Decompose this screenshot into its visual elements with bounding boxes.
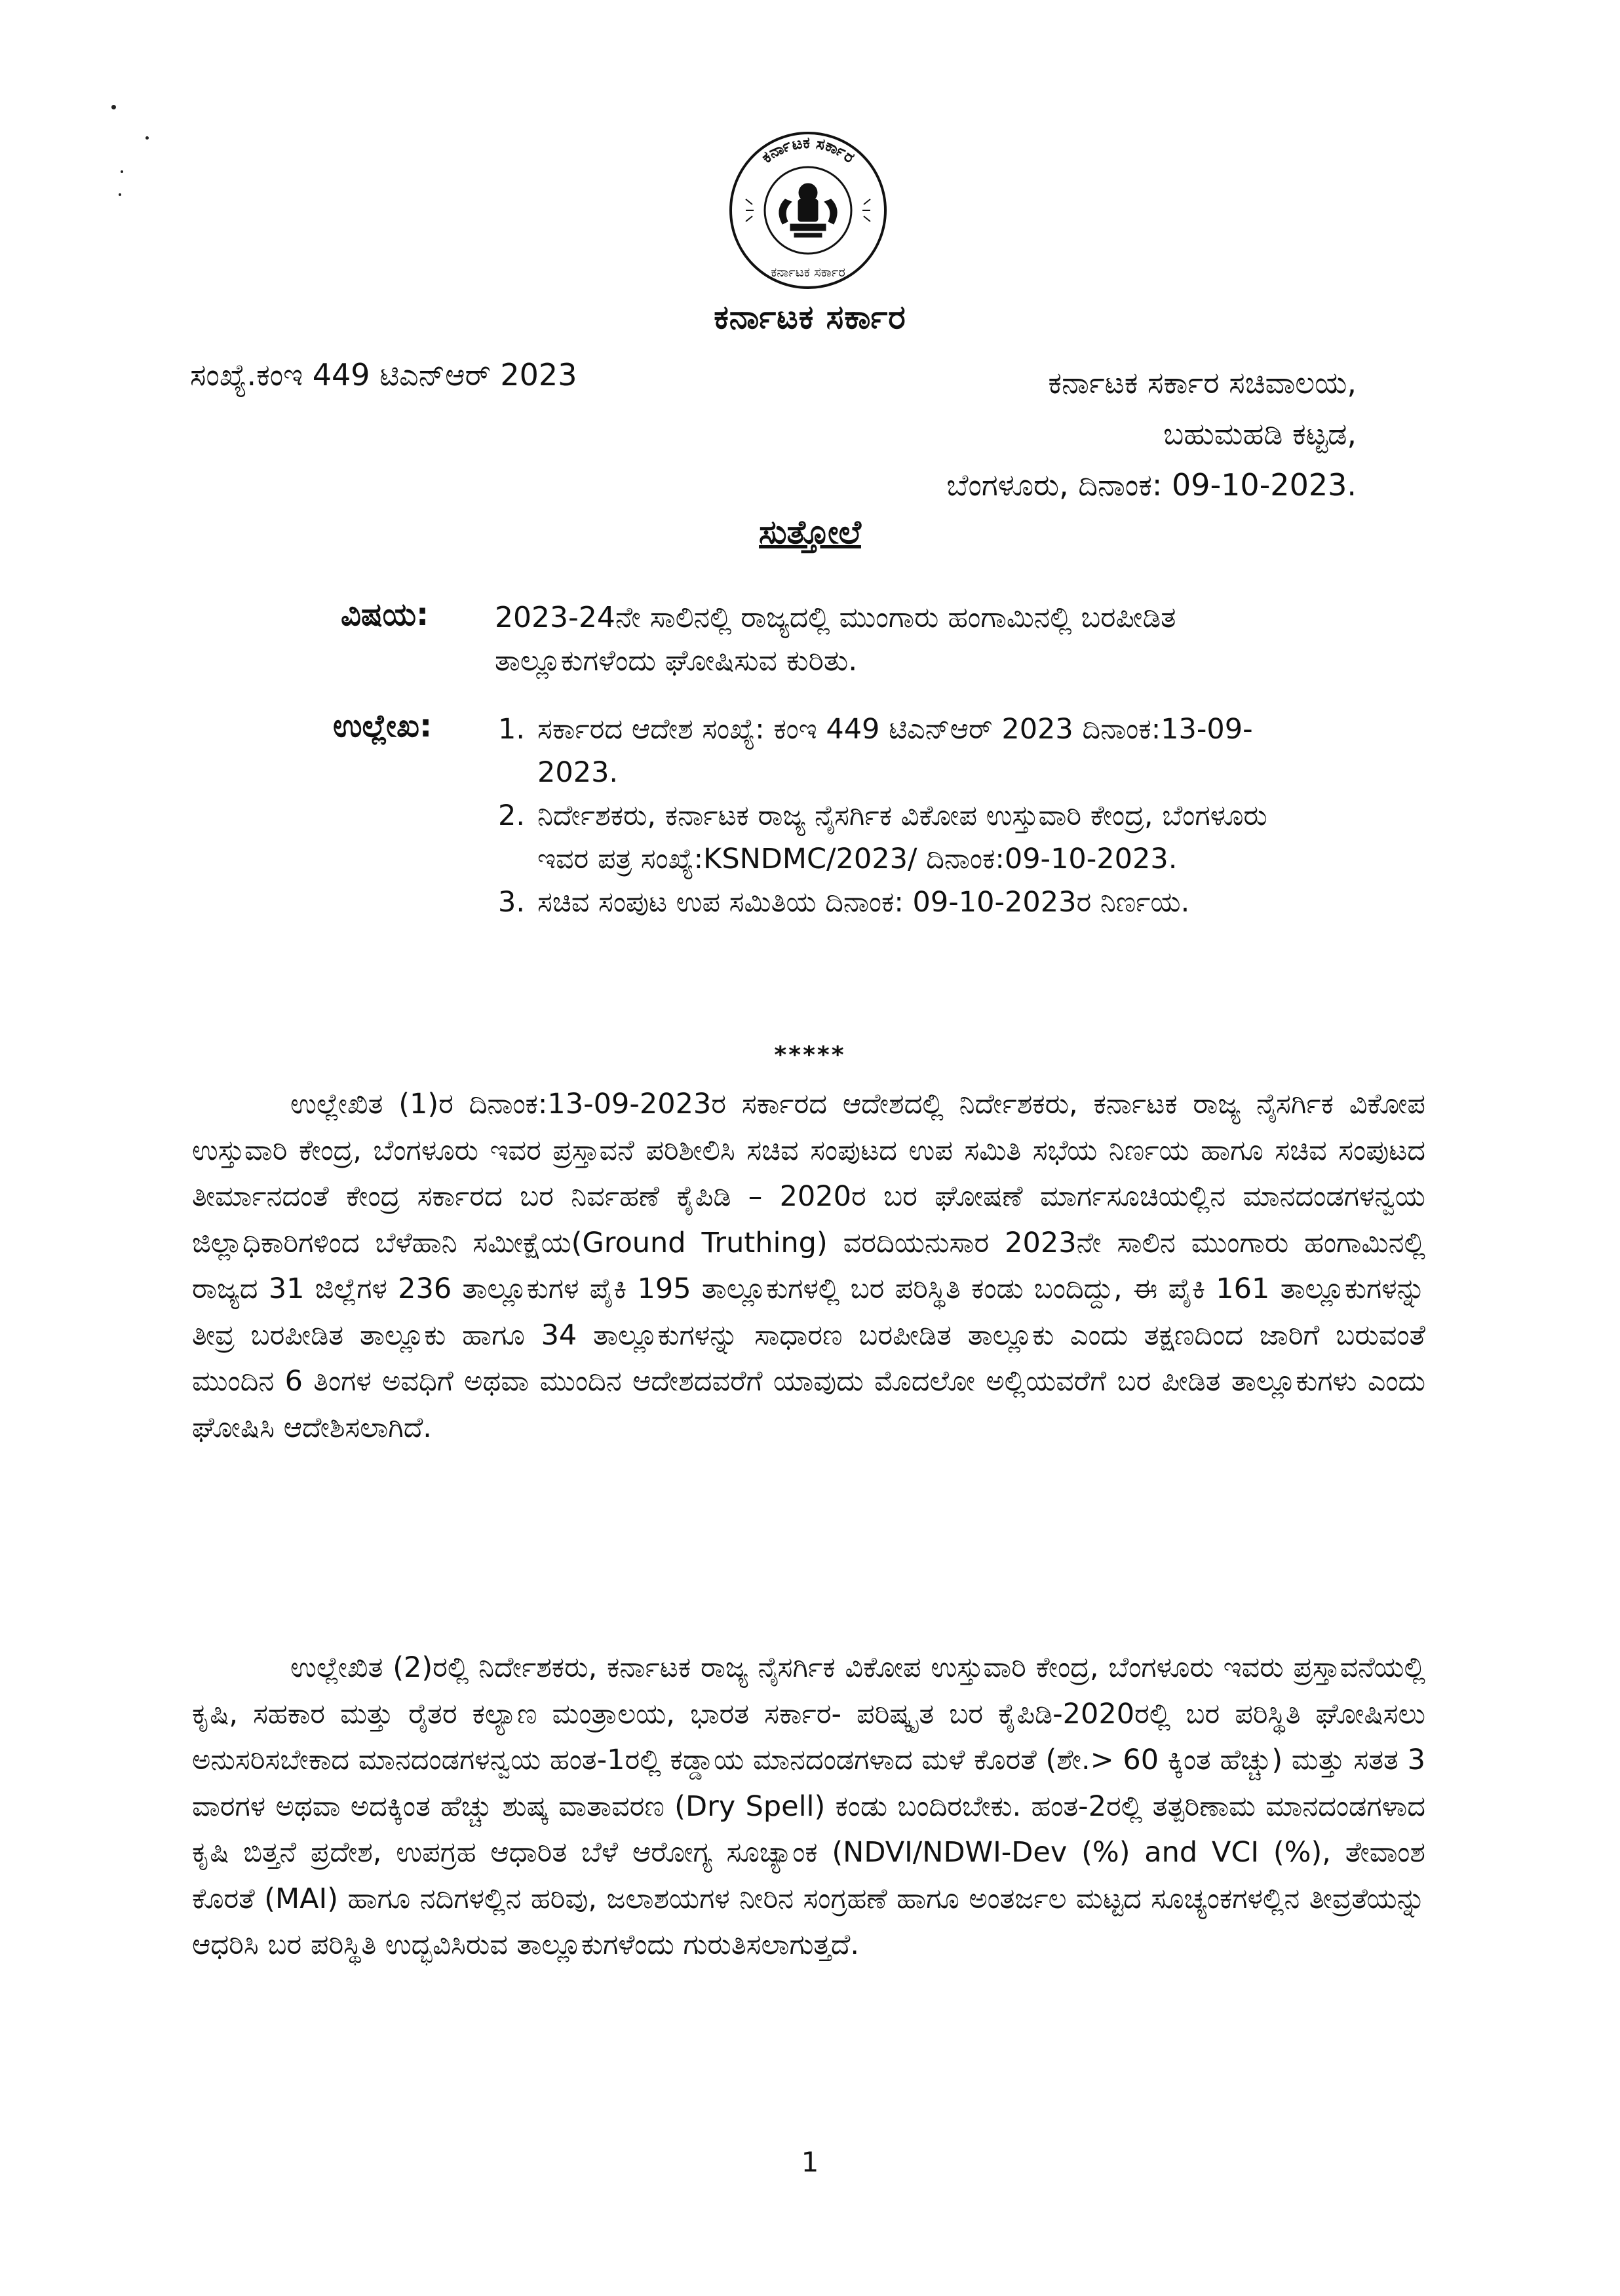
body-paragraph-2: ಉಲ್ಲೇಖಿತ (2)ರಲ್ಲಿ ನಿರ್ದೇಶಕರು, ಕರ್ನಾಟಕ ರಾಜ್ಯ ನೈಸರ್ಗಿಕ ವಿಕೋಪ ಉಸ್ತುವಾರಿ ಕೇಂದ್ರ, ಬೆಂಗಳೂರು ಇವರು ಪ್ರಸ್ತಾವನೆಯಲ್ಲಿ ಕೃಷಿ, ಸಹಕಾರ ಮತ್ತು ರೈತರ ಕಲ್ಯಾಣ ಮಂತ್ರಾಲಯ, ಭಾರತ ಸರ್ಕಾರ- ಪರಿಷ್ಕೃತ ಬರ ಕೈಪಿಡಿ-2020ರಲ್ಲಿ ಬರ ಪರಿಸ್ಥಿತಿ ಘೋಷಿಸಲು ಅನುಸರಿಸಬೇಕಾದ ಮಾನದಂಡಗಳನ್ವಯ ಹಂತ-1ರಲ್ಲಿ ಕಡ್ಡಾಯ ಮಾನದಂಡಗಳಾದ ಮಳೆ ಕೊರತೆ (ಶೇ.> 60 ಕ್ಕಿಂತ ಹೆಚ್ಚು) ಮತ್ತು ಸತತ 3 ವಾರಗಳ ಅಥವಾ ಅದಕ್ಕಿಂತ ಹೆಚ್ಚು ಶುಷ್ಕ ವಾತಾವರಣ (Dry Spell) ಕಂಡು ಬಂದಿರಬೇಕು. ಹಂತ-2ರಲ್ಲಿ ತತ್ಪರಿಣಾಮ ಮಾನದಂಡಗಳಾದ ಕೃಷಿ ಬಿತ್ತನೆ ಪ್ರದೇಶ, ಉಪಗ್ರಹ ಆಧಾರಿತ ಬೆಳೆ ಆರೋಗ್ಯ ಸೂಚ್ಯಾಂಕ (NDVI/NDWI-Dev (%) and VCI (%), ತೇವಾಂಶ ಕೊರತೆ (MAI) ಹಾಗೂ ನದಿಗಳಲ್ಲಿನ ಹರಿವು, ಜಲಾಶಯಗಳ ನೀರಿನ ಸಂಗ್ರಹಣೆ ಹಾಗೂ ಅಂತರ್ಜಲ ಮಟ್ಟದ ಸೂಚ್ಯಂಕಗಳಲ್ಲಿನ ತೀವ್ರತೆಯನ್ನು ಆಧರಿಸಿ ಬರ ಪರಿಸ್ಥಿತಿ ಉದ್ಭವಿಸಿರುವ ತಾಲ್ಲೂಕುಗಳೆಂದು ಗುರುತಿಸಲಾಗುತ್ತದೆ. — [192, 1651, 1425, 1961]
reference-text: ನಿರ್ದೇಶಕರು, ಕರ್ನಾಟಕ ರಾಜ್ಯ ನೈಸರ್ಗಿಕ ವಿಕೋಪ ಉಸ್ತುವಾರಿ ಕೇಂದ್ರ, ಬೆಂಗಳೂರು ಇವರ ಪತ್ರ ಸಂಖ್ಯೆ:KSNDMC/2023/ ದಿನಾಂಕ:09-10-2023. — [537, 799, 1267, 875]
reference-item — [498, 881, 1284, 924]
body-paragraph-1: ಉಲ್ಲೇಖಿತ (1)ರ ದಿನಾಂಕ:13-09-2023ರ ಸರ್ಕಾರದ ಆದೇಶದಲ್ಲಿ ನಿರ್ದೇಶಕರು, ಕರ್ನಾಟಕ ರಾಜ್ಯ ನೈಸರ್ಗಿಕ ವಿಕೋಪ ಉಸ್ತುವಾರಿ ಕೇಂದ್ರ, ಬೆಂಗಳೂರು ಇವರ ಪ್ರಸ್ತಾವನೆ ಪರಿಶೀಲಿಸಿ ಸಚಿವ ಸಂಪುಟದ ಉಪ ಸಮಿತಿ ಸಭೆಯ ನಿರ್ಣಯ ಹಾಗೂ ಸಚಿವ ಸಂಪುಟದ ತೀರ್ಮಾನದಂತೆ ಕೇಂದ್ರ ಸರ್ಕಾರದ ಬರ ನಿರ್ವಹಣೆ ಕೈಪಿಡಿ – 2020ರ ಬರ ಘೋಷಣೆ ಮಾರ್ಗಸೂಚಿಯಲ್ಲಿನ ಮಾನದಂಡಗಳನ್ವಯ ಜಿಲ್ಲಾಧಿಕಾರಿಗಳಿಂದ ಬೆಳೆಹಾನಿ ಸಮೀಕ್ಷೆಯ(Ground Truthing) ವರದಿಯನುಸಾರ 2023ನೇ ಸಾಲಿನ ಮುಂಗಾರು ಹಂಗಾಮಿನಲ್ಲಿ ರಾಜ್ಯದ 31 ಜಿಲ್ಲೆಗಳ 236 ತಾಲ್ಲೂಕುಗಳ ಪೈಕಿ 195 ತಾಲ್ಲೂಕುಗಳಲ್ಲಿ ಬರ ಪರಿಸ್ಥಿತಿ ಕಂಡು ಬಂದಿದ್ದು, ಈ ಪೈಕಿ 161 ತಾಲ್ಲೂಕುಗಳನ್ನು ತೀವ್ರ ಬರಪೀಡಿತ ತಾಲ್ಲೂಕು ಹಾಗೂ 34 ತಾಲ್ಲೂಕುಗಳನ್ನು ಸಾಧಾರಣ ಬರಪೀಡಿತ ತಾಲ್ಲೂಕು ಎಂದು ತಕ್ಷಣದಿಂದ ಜಾರಿಗೆ ಬರುವಂತೆ ಮುಂದಿನ 6 ತಿಂಗಳ ಅವಧಿಗೆ ಅಥವಾ ಮುಂದಿನ ಆದೇಶದವರೆಗೆ ಯಾವುದು ಮೊದಲೋ ಅಲ್ಲಿಯವರೆಗೆ ಬರ ಪೀಡಿತ ತಾಲ್ಲೂಕುಗಳು ಎಂದು ಘೋಷಿಸಿ ಆದೇಶಿಸಲಾಗಿದೆ. — [192, 1088, 1425, 1444]
government-title: ಕರ್ನಾಟಕ ಸರ್ಕಾರ — [714, 298, 906, 336]
address-line-date: ಬೆಂಗಳೂರು, ದಿನಾಂಕ: 09-10-2023. — [946, 467, 1357, 503]
circular-heading: ಸುತ್ತೋಲೆ — [759, 513, 861, 551]
karnataka-seal-icon — [726, 122, 890, 299]
subject-text: 2023-24ನೇ ಸಾಲಿನಲ್ಲಿ ರಾಜ್ಯದಲ್ಲಿ ಮುಂಗಾರು ಹಂಗಾಮಿನಲ್ಲಿ ಬರಪೀಡಿತ ತಾಲ್ಲೂಕುಗಳೆಂದು ಘೋಷಿಸುವ ಕುರಿತು. — [495, 601, 1176, 678]
reference-item — [498, 794, 1284, 881]
office-address — [946, 357, 1357, 510]
reference-number-marker: 3. — [498, 886, 526, 919]
svg-text:ಕರ್ನಾಟಕ ಸರ್ಕಾರ: ಕರ್ನಾಟಕ ಸರ್ಕಾರ — [771, 264, 845, 280]
reference-number-marker: 1. — [498, 713, 526, 746]
address-line: ಬಹುಮಹಡಿ ಕಟ್ಟಡ, — [1163, 416, 1357, 451]
svg-text:ಕರ್ನಾಟಕ ಸರ್ಕಾರ: ಕರ್ನಾಟಕ ಸರ್ಕಾರ — [758, 133, 858, 167]
references-label: ಉಲ್ಲೇಖ: — [333, 708, 433, 744]
address-line: ಕರ್ನಾಟಕ ಸರ್ಕಾರ ಸಚಿವಾಲಯ, — [1048, 365, 1357, 400]
government-seal — [726, 122, 890, 299]
reference-number-marker: 2. — [498, 799, 526, 832]
references-list — [498, 708, 1284, 924]
reference-number: ಸಂಖ್ಯೆ.ಕಂಇ 449 ಟಿಎನ್‌ಆರ್ 2023 — [190, 357, 577, 392]
reference-text: ಸರ್ಕಾರದ ಆದೇಶ ಸಂಖ್ಯೆ: ಕಂಇ 449 ಟಿಎನ್‌ಆರ್ 2023 ದಿನಾಂಕ:13-09-2023. — [537, 713, 1253, 789]
section-separator: ***** — [774, 1042, 846, 1069]
reference-item — [498, 708, 1284, 794]
subject-label: ವಿಷಯ: — [341, 596, 429, 633]
reference-text: ಸಚಿವ ಸಂಪುಟ ಉಪ ಸಮಿತಿಯ ದಿನಾಂಕ: 09-10-2023ರ ನಿರ್ಣಯ. — [537, 886, 1190, 919]
page-number: 1 — [801, 2146, 819, 2178]
